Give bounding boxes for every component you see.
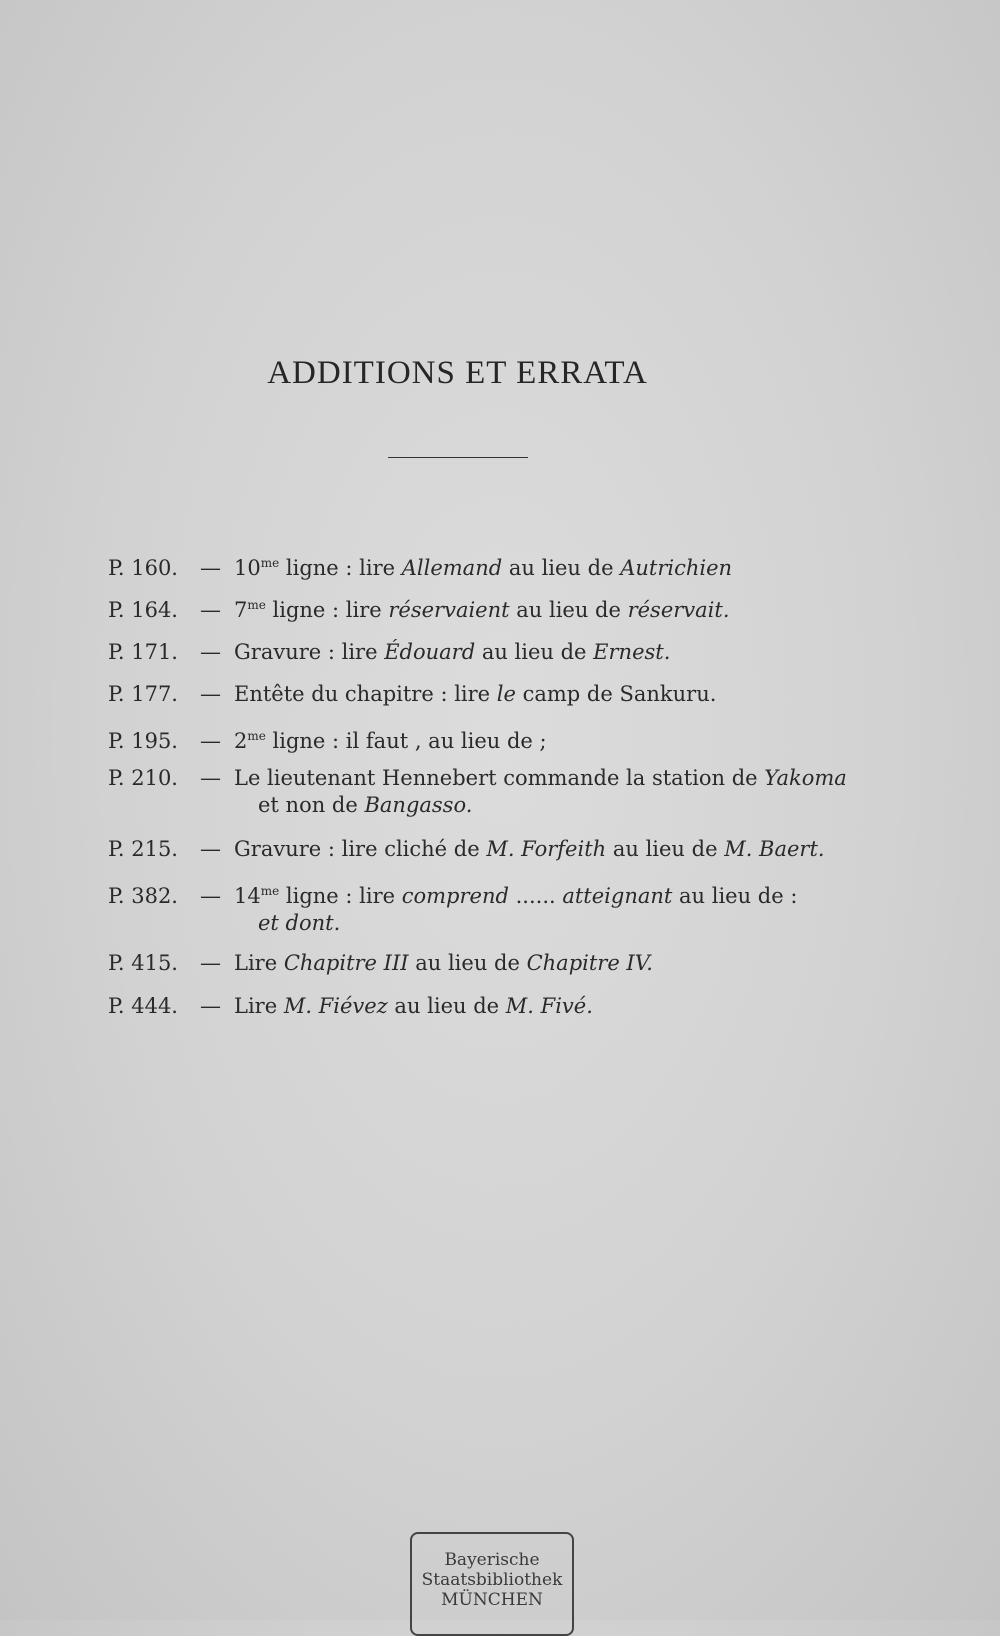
- errata-entry: [108, 550, 732, 582]
- errata-entry: [108, 592, 730, 624]
- correction-continuation: et dont.: [258, 911, 341, 935]
- errata-entry: [108, 765, 847, 819]
- library-stamp: [410, 1532, 574, 1636]
- correction-text: Lire M. Fiévez au lieu de M. Fivé.: [234, 994, 593, 1018]
- correction-continuation: et non de Bangasso.: [258, 793, 473, 817]
- dash: —: [200, 556, 221, 580]
- page-ref: P. 415.: [108, 951, 178, 975]
- correction-text: Lire Chapitre III au lieu de Chapitre IV.: [234, 951, 653, 975]
- correction-text: Gravure : lire cliché de M. Forfeith au lieu de M. Baert.: [234, 837, 825, 861]
- correction-text: $7^{me}$ ligne : lire réservaient au lieu de réservait.: [234, 598, 730, 622]
- correction-text: $2^{me}$ ligne : il faut , au lieu de ;: [234, 729, 547, 753]
- page-ref: P. 210.: [108, 766, 178, 790]
- errata-entry: [108, 836, 825, 863]
- errata-entry: [108, 723, 547, 755]
- errata-entry: [108, 950, 653, 977]
- dash: —: [200, 837, 221, 861]
- errata-entry: [108, 993, 593, 1020]
- stamp-line: Bayerische: [444, 1550, 540, 1570]
- dash: —: [200, 729, 221, 753]
- correction-text: Entête du chapitre : lire le camp de Sankuru.: [234, 682, 717, 706]
- page-title: ADDITIONS ET ERRATA: [267, 355, 648, 391]
- page-ref: P. 195.: [108, 729, 178, 753]
- correction-text: Gravure : lire Édouard au lieu de Ernest.: [234, 640, 671, 664]
- title-rule: [388, 457, 528, 458]
- dash: —: [200, 994, 221, 1018]
- correction-text: $10^{me}$ ligne : lire Allemand au lieu de Autrichien: [234, 556, 733, 580]
- dash: —: [200, 766, 221, 790]
- page-ref: P. 160.: [108, 556, 178, 580]
- dash: —: [200, 682, 221, 706]
- page-ref: P. 444.: [108, 994, 178, 1018]
- page-ref: P. 164.: [108, 598, 178, 622]
- stamp-line: MÜNCHEN: [441, 1590, 543, 1610]
- page-ref: P. 215.: [108, 837, 178, 861]
- errata-entry: [108, 878, 797, 937]
- page-ref: P. 177.: [108, 682, 178, 706]
- stamp-line: Staatsbibliothek: [421, 1570, 563, 1590]
- correction-text: $14^{me}$ ligne : lire comprend ...... atteignant au lieu de :: [234, 884, 798, 908]
- errata-entry: [108, 681, 716, 708]
- dash: —: [200, 640, 221, 664]
- dash: —: [200, 598, 221, 622]
- correction-text: Le lieutenant Hennebert commande la station de Yakoma: [234, 766, 847, 790]
- dash: —: [200, 951, 221, 975]
- errata-entry: [108, 639, 670, 666]
- page-ref: P. 382.: [108, 884, 178, 908]
- page-ref: P. 171.: [108, 640, 178, 664]
- dash: —: [200, 884, 221, 908]
